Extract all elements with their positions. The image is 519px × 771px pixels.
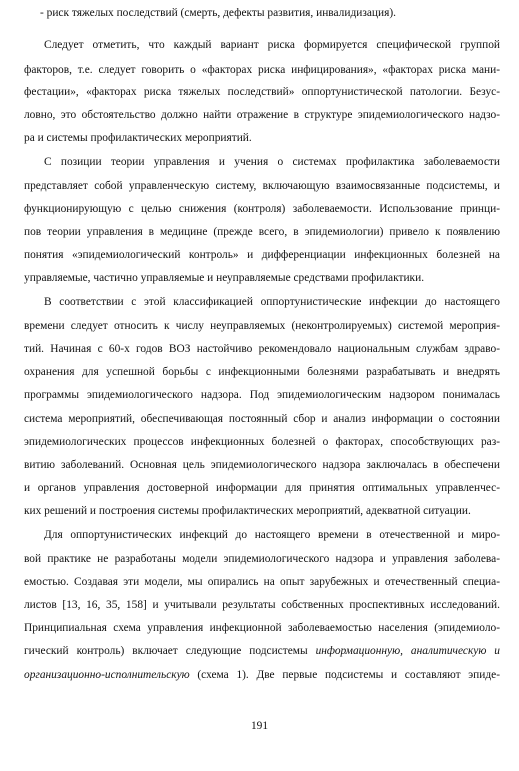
paragraph-line: С позиции теории управления и учения о системах профилактика заболеваемости <box>44 156 500 168</box>
paragraph-line: листов [13, 16, 35, 158] и учитывали результаты собственных проспективных исследований. <box>24 599 500 611</box>
line-text: гический контроль) включает следующие подсистемы <box>24 645 308 657</box>
paragraph-line: емостью. Создавая эти модели, мы опирались на опыт зарубежных и отечественный специа- <box>24 576 500 588</box>
italic-term: информационную, аналитическую и <box>315 645 501 657</box>
paragraph-line: пов теории управления в медицине (прежде всего, в эпидемиологии) привело к появлению <box>24 226 500 238</box>
paragraph-line: представляет собой управленческую систему, включающую взаимосвязанные подсистемы, и <box>24 180 500 192</box>
page-number: 191 <box>250 720 269 732</box>
bullet-line: - риск тяжелых последствий (смерть, дефекты развития, инвалидизация). <box>40 7 396 19</box>
paragraph-line: функционирующую с целью снижения (контроля) заболеваемости. Использование принци- <box>24 203 500 215</box>
paragraph-line: Для оппортунистических инфекций до настоящего времени в отечественной и миро- <box>44 529 500 541</box>
paragraph-line: система мероприятий, обеспечивающая постоянный сбор и анализ информации о состоянии <box>24 413 500 425</box>
paragraph-line: ких решений и построения системы профилактических мероприятий, адекватной ситуации. <box>24 505 471 517</box>
paragraph-line: времени следует относить к числу неуправляемых (неконтролируемых) системой мероприя- <box>24 320 500 332</box>
paragraph-line: понятия «эпидемиологический контроль» и дифференциации инфекционных болезней на <box>24 249 500 261</box>
paragraph-line: вой практике не разработаны модели эпидемиологического надзора и управления заболева- <box>24 553 500 565</box>
paragraph-line: факторов, т.е. следует говорить о «факторах риска инфицирования», «факторах риска мани- <box>24 64 500 76</box>
line-text: (схема 1). Две первые подсистемы и составляют эпиде- <box>197 669 500 681</box>
italic-term: организационно-исполнительскую <box>24 669 190 681</box>
paragraph-line: Принципиальная схема управления инфекционной заболеваемостью населения (эпидемиоло- <box>24 622 500 634</box>
paragraph-line: ловно, это обстоятельство должно найти отражение в структуре эпидемиологического надзо- <box>24 109 500 121</box>
paragraph-line: фестации», «факторах риска тяжелых последствий» оппортунистической патологии. Безус- <box>24 86 500 98</box>
paragraph-line: управляемые, частично управляемые и неуправляемые средствами профилактики. <box>24 272 425 284</box>
paragraph-line: программы эпидемиологического надзора. Под эпидемиологическим надзором понималась <box>24 389 500 401</box>
paragraph-line: эпидемиологических процессов инфекционных болезней о факторах, способствующих раз- <box>24 436 500 448</box>
paragraph-line-mixed <box>24 644 500 658</box>
paragraph-line-mixed <box>24 668 500 682</box>
paragraph-line: ра и системы профилактических мероприятий. <box>24 132 252 144</box>
paragraph-line: Следует отметить, что каждый вариант риска формируется специфической группой <box>44 39 500 51</box>
paragraph-line: охранения для успешной борьбы с инфекционными болезнями разрабатывать и внедрять <box>24 366 500 378</box>
paragraph-line: витию заболеваний. Основная цель эпидемиологического надзора заключалась в обеспечени <box>24 459 500 471</box>
paragraph-line: и органов управления достоверной информации для принятия оптимальных управленчес- <box>24 482 500 494</box>
paragraph-line: тий. Начиная с 60-х годов ВОЗ настойчиво рекомендовало национальным службам здраво- <box>24 343 500 355</box>
paragraph-line: В соответствии с этой классификацией оппортунистические инфекции до настоящего <box>44 296 500 308</box>
